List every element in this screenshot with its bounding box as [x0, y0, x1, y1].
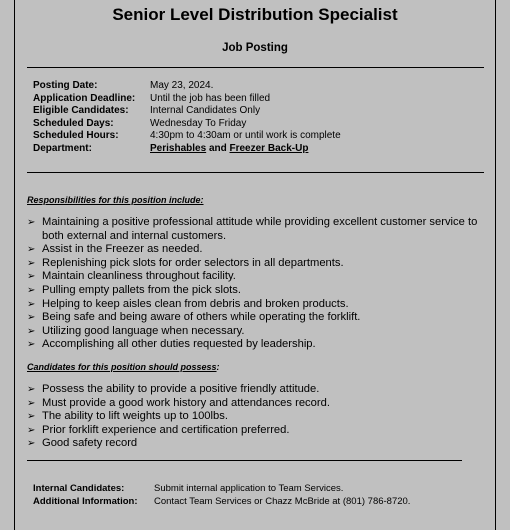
list-item [27, 383, 489, 397]
responsibilities-list [27, 216, 489, 352]
qualifications-heading: Candidates for this position should possess [27, 362, 217, 372]
list-item [27, 325, 489, 339]
bullet-arrow-icon: ➢ [27, 411, 36, 423]
list-item [27, 311, 489, 325]
divider [27, 67, 484, 68]
qualifications-list [27, 383, 489, 451]
list-item [27, 424, 489, 438]
footer-row [33, 495, 410, 508]
bullet-arrow-icon: ➢ [27, 438, 36, 450]
bullet-arrow-icon: ➢ [27, 284, 36, 296]
detail-value: Internal Candidates Only [150, 105, 261, 116]
list-item-text: Pulling empty pallets from the pick slots. [42, 283, 241, 296]
detail-row [33, 93, 341, 106]
list-item [27, 243, 489, 257]
bullet-arrow-icon: ➢ [27, 257, 36, 269]
qualifications-heading-wrap [27, 362, 220, 372]
detail-label: Scheduled Days: [33, 117, 114, 129]
page-title: Senior Level Distribution Specialist [112, 5, 398, 24]
bullet-arrow-icon: ➢ [27, 424, 36, 436]
list-item-text: Being safe and being aware of others while operating the forklift. [42, 311, 361, 324]
detail-row [33, 105, 341, 118]
detail-label: Eligible Candidates: [33, 105, 129, 116]
footer-label: Additional Information: [33, 496, 138, 507]
footer-row [33, 482, 410, 495]
detail-value [150, 143, 308, 156]
bullet-arrow-icon: ➢ [27, 271, 36, 283]
bullet-arrow-icon: ➢ [27, 217, 36, 228]
contact-info [33, 482, 410, 508]
list-item-text: Replenishing pick slots for order selectors in all departments. [42, 256, 344, 269]
list-item [27, 338, 489, 352]
list-item-text: Prior forklift experience and certification preferred. [42, 423, 290, 436]
detail-label: Department: [33, 142, 92, 154]
list-item [27, 397, 489, 411]
footer-label: Internal Candidates: [33, 483, 125, 494]
list-item [27, 298, 489, 312]
list-item-text: The ability to lift weights up to 100lbs. [42, 410, 228, 423]
department-join: and [208, 142, 227, 154]
list-item [27, 410, 489, 424]
department-freezer: Freezer Back-Up [229, 142, 309, 154]
list-item [27, 284, 489, 298]
bullet-arrow-icon: ➢ [27, 325, 36, 337]
bullet-arrow-icon: ➢ [27, 384, 36, 395]
detail-row [33, 80, 341, 93]
qualifications-heading-colon: : [216, 362, 220, 372]
responsibilities-heading: Responsibilities for this position include: [27, 195, 204, 205]
detail-value: May 23, 2024. [150, 80, 214, 91]
bullet-arrow-icon: ➢ [27, 298, 36, 310]
bullet-arrow-icon: ➢ [27, 244, 36, 256]
detail-value: Wednesday To Friday [150, 117, 247, 129]
footer-value: Contact Team Services or Chazz McBride at (801) 786-8720. [154, 496, 411, 507]
page-subtitle: Job Posting [222, 42, 288, 54]
list-item-text: Maintain cleanliness throughout facility. [42, 270, 236, 283]
detail-value: Until the job has been filled [150, 92, 271, 104]
bullet-arrow-icon: ➢ [27, 339, 36, 351]
detail-row [33, 143, 341, 156]
list-item [27, 270, 489, 284]
detail-row [33, 130, 341, 143]
detail-label: Application Deadline: [33, 92, 136, 104]
list-item-text: Good safety record [42, 437, 138, 450]
list-item-text: Must provide a good work history and attendances record. [42, 396, 330, 409]
list-item-text: Helping to keep aisles clean from debris and broken products. [42, 297, 349, 310]
detail-label: Posting Date: [33, 80, 98, 91]
list-item [27, 216, 489, 243]
list-item-text: Utilizing good language when necessary. [42, 324, 245, 337]
posting-details [33, 80, 341, 155]
detail-row [33, 118, 341, 131]
list-item [27, 437, 489, 451]
list-item [27, 257, 489, 271]
detail-label: Scheduled Hours: [33, 130, 119, 141]
list-item-text: Maintaining a positive professional attitude while providing excellent customer service to both external and internal customers. [42, 216, 478, 242]
footer-value: Submit internal application to Team Services. [154, 483, 344, 494]
divider [27, 460, 462, 461]
list-item-text: Assist in the Freezer as needed. [42, 243, 203, 256]
detail-value: 4:30pm to 4:30am or until work is complete [150, 130, 341, 141]
list-item-text: Accomplishing all other duties requested by leadership. [42, 338, 316, 351]
bullet-arrow-icon: ➢ [27, 397, 36, 409]
department-perishables: Perishables [150, 142, 207, 154]
divider [27, 172, 484, 173]
list-item-text: Possess the ability to provide a positive friendly attitude. [42, 383, 320, 395]
bullet-arrow-icon: ➢ [27, 312, 36, 324]
